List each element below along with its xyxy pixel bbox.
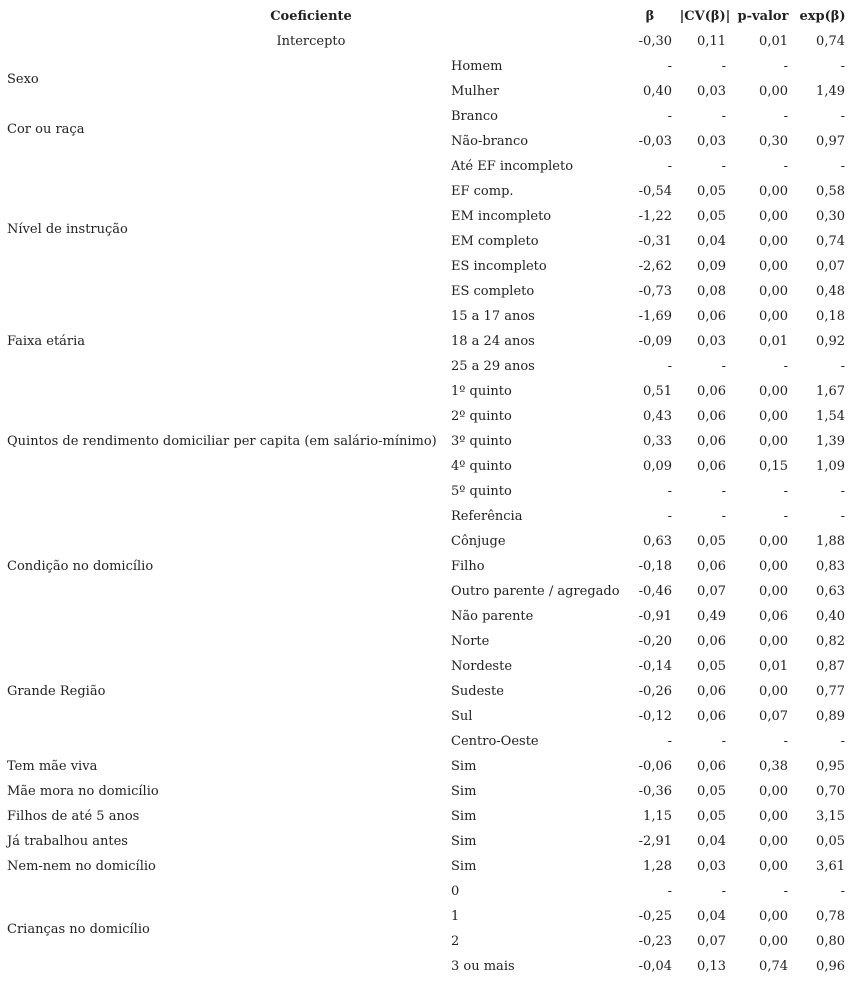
header-coefficient: Coeficiente (270, 9, 352, 24)
cv-cell: 0,06 (697, 759, 726, 774)
exp-beta-cell: 1,09 (816, 459, 845, 474)
cv-cell: - (721, 509, 726, 524)
pvalue-cell: 0,00 (759, 859, 788, 874)
pvalue-cell: 0,00 (759, 409, 788, 424)
pvalue-cell: 0,00 (759, 784, 788, 799)
intercept-label: Intercepto (276, 34, 346, 49)
level-label: 25 a 29 anos (451, 359, 535, 374)
beta-cell: -0,09 (638, 334, 672, 349)
level-label: 2 (451, 934, 460, 949)
level-label: Centro-Oeste (451, 734, 539, 749)
level-label: Outro parente / agregado (451, 584, 620, 599)
level-label: 1 (451, 909, 460, 924)
table-row (0, 379, 851, 404)
exp-beta-cell: 0,05 (816, 834, 845, 849)
header-exp-beta: exp(β) (799, 9, 846, 24)
cv-cell: 0,08 (697, 284, 726, 299)
exp-beta-cell: 0,18 (816, 309, 845, 324)
cv-cell: 0,04 (697, 909, 726, 924)
cv-cell: 0,04 (697, 234, 726, 249)
cv-cell: 0,06 (697, 709, 726, 724)
beta-cell: - (667, 159, 672, 174)
level-label: Filho (451, 559, 485, 574)
cv-cell: - (721, 159, 726, 174)
beta-cell: -0,12 (638, 709, 672, 724)
level-label: 4º quinto (451, 459, 512, 474)
level-label: Sim (451, 784, 477, 799)
cv-cell: 0,06 (697, 684, 726, 699)
pvalue-cell: 0,15 (759, 459, 788, 474)
cv-cell: 0,49 (697, 609, 726, 624)
pvalue-cell: 0,00 (759, 184, 788, 199)
beta-cell: -0,30 (638, 34, 672, 49)
exp-beta-cell: 0,82 (816, 634, 845, 649)
cv-cell: 0,07 (697, 934, 726, 949)
exp-beta-cell: 0,58 (816, 184, 845, 199)
level-label: ES completo (451, 284, 535, 299)
cv-cell: 0,13 (697, 959, 726, 974)
level-label: 5º quinto (451, 484, 512, 499)
table-row (0, 304, 851, 329)
pvalue-cell: 0,00 (759, 284, 788, 299)
level-label: Branco (451, 109, 498, 124)
beta-cell: -2,62 (638, 259, 672, 274)
exp-beta-cell: 3,15 (816, 809, 845, 824)
exp-beta-cell: 0,07 (816, 259, 845, 274)
group-label: Crianças no domicílio (7, 921, 150, 937)
pvalue-cell: - (783, 109, 788, 124)
pvalue-cell: 0,00 (759, 209, 788, 224)
table-row (0, 804, 851, 829)
beta-cell: - (667, 484, 672, 499)
group-label: Nem-nem no domicílio (7, 859, 156, 874)
pvalue-cell: 0,38 (759, 759, 788, 774)
header-cv: |CV(β)| (679, 9, 731, 24)
beta-cell: -0,54 (638, 184, 672, 199)
cv-cell: 0,03 (697, 334, 726, 349)
pvalue-cell: - (783, 734, 788, 749)
beta-cell: 1,28 (643, 859, 672, 874)
beta-cell: -0,23 (638, 934, 672, 949)
beta-cell: -0,73 (638, 284, 672, 299)
level-label: 3º quinto (451, 434, 512, 449)
level-label: 0 (451, 884, 460, 899)
beta-cell: - (667, 359, 672, 374)
pvalue-cell: 0,00 (759, 634, 788, 649)
exp-beta-cell: 1,88 (816, 534, 845, 549)
beta-cell: 0,51 (643, 384, 672, 399)
exp-beta-cell: 0,74 (816, 34, 845, 49)
group-label: Condição no domicílio (7, 559, 154, 574)
cv-cell: 0,06 (697, 559, 726, 574)
exp-beta-cell: 0,97 (816, 134, 845, 149)
group-label: Nível de instrução (7, 221, 128, 237)
exp-beta-cell: 0,92 (816, 334, 845, 349)
pvalue-cell: - (783, 159, 788, 174)
beta-cell: -0,06 (638, 759, 672, 774)
beta-cell: -2,91 (638, 834, 672, 849)
beta-cell: -0,46 (638, 584, 672, 599)
beta-cell: 1,15 (643, 809, 672, 824)
level-label: 15 a 17 anos (451, 309, 535, 324)
cv-cell: 0,03 (697, 859, 726, 874)
exp-beta-cell: 0,70 (816, 784, 845, 799)
level-label: EM incompleto (451, 209, 552, 224)
cv-cell: - (721, 484, 726, 499)
table-row (0, 779, 851, 804)
exp-beta-cell: 1,54 (816, 409, 845, 424)
beta-cell: - (667, 884, 672, 899)
level-label: EM completo (451, 234, 539, 249)
pvalue-cell: 0,00 (759, 834, 788, 849)
exp-beta-cell: 0,80 (816, 934, 845, 949)
cv-cell: 0,06 (697, 309, 726, 324)
level-label: 2º quinto (451, 409, 512, 424)
cv-cell: - (721, 359, 726, 374)
level-label: Sim (451, 809, 477, 824)
beta-cell: -0,14 (638, 659, 672, 674)
table-body (0, 29, 851, 979)
cv-cell: 0,11 (697, 34, 726, 49)
group-label: Filhos de até 5 anos (7, 809, 140, 824)
group-label: Quintos de rendimento domiciliar per capita (em salário-mínimo) (7, 434, 437, 449)
cv-cell: - (721, 734, 726, 749)
beta-cell: - (667, 59, 672, 74)
pvalue-cell: 0,00 (759, 909, 788, 924)
cv-cell: 0,05 (697, 534, 726, 549)
beta-cell: -0,03 (638, 134, 672, 149)
pvalue-cell: 0,00 (759, 384, 788, 399)
exp-beta-cell: 0,63 (816, 584, 845, 599)
level-label: Sul (451, 709, 473, 724)
exp-beta-cell: - (840, 509, 845, 524)
cv-cell: 0,06 (697, 434, 726, 449)
coefficient-table (0, 4, 851, 979)
exp-beta-cell: 0,40 (816, 609, 845, 624)
group-label: Grande Região (7, 684, 106, 699)
cv-cell: 0,03 (697, 134, 726, 149)
exp-beta-cell: 3,61 (816, 859, 845, 874)
pvalue-cell: - (783, 884, 788, 899)
header-pvalue: p-valor (737, 9, 789, 24)
beta-cell: - (667, 509, 672, 524)
cv-cell: - (721, 59, 726, 74)
exp-beta-cell: - (840, 359, 845, 374)
group-label: Já trabalhou antes (7, 834, 128, 849)
pvalue-cell: 0,00 (759, 584, 788, 599)
exp-beta-cell: 0,30 (816, 209, 845, 224)
pvalue-cell: 0,00 (759, 809, 788, 824)
beta-cell: - (667, 734, 672, 749)
beta-cell: -0,31 (638, 234, 672, 249)
table-row (0, 154, 851, 179)
exp-beta-cell: 0,95 (816, 759, 845, 774)
header-beta: β (645, 9, 655, 24)
pvalue-cell: 0,00 (759, 234, 788, 249)
level-label: Norte (451, 634, 490, 649)
cv-cell: 0,06 (697, 459, 726, 474)
table-row (0, 754, 851, 779)
group-label: Sexo (7, 71, 39, 87)
beta-cell: - (667, 109, 672, 124)
level-label: Não-branco (451, 134, 529, 149)
cv-cell: 0,06 (697, 409, 726, 424)
beta-cell: -1,69 (638, 309, 672, 324)
beta-cell: 0,43 (643, 409, 672, 424)
group-label: Faixa etária (7, 334, 86, 349)
cv-cell: 0,05 (697, 209, 726, 224)
pvalue-cell: 0,07 (759, 709, 788, 724)
pvalue-cell: 0,00 (759, 934, 788, 949)
table-row (0, 504, 851, 529)
beta-cell: -0,91 (638, 609, 672, 624)
pvalue-cell: 0,01 (759, 334, 788, 349)
exp-beta-cell: 0,87 (816, 659, 845, 674)
exp-beta-cell: 0,48 (816, 284, 845, 299)
cv-cell: 0,05 (697, 659, 726, 674)
beta-cell: 0,40 (643, 84, 672, 99)
cv-cell: - (721, 884, 726, 899)
pvalue-cell: - (783, 59, 788, 74)
beta-cell: -0,04 (638, 959, 672, 974)
beta-cell: 0,63 (643, 534, 672, 549)
level-label: 3 ou mais (451, 959, 515, 974)
pvalue-cell: 0,01 (759, 34, 788, 49)
pvalue-cell: 0,00 (759, 84, 788, 99)
beta-cell: -0,20 (638, 634, 672, 649)
level-label: Sim (451, 859, 477, 874)
exp-beta-cell: - (840, 484, 845, 499)
header-row (0, 4, 851, 29)
cv-cell: 0,05 (697, 809, 726, 824)
pvalue-cell: - (783, 359, 788, 374)
exp-beta-cell: 0,89 (816, 709, 845, 724)
cv-cell: 0,07 (697, 584, 726, 599)
pvalue-cell: 0,00 (759, 559, 788, 574)
exp-beta-cell: 0,96 (816, 959, 845, 974)
pvalue-cell: 0,06 (759, 609, 788, 624)
pvalue-cell: 0,00 (759, 309, 788, 324)
exp-beta-cell: - (840, 59, 845, 74)
pvalue-cell: 0,00 (759, 684, 788, 699)
level-label: Referência (451, 509, 523, 524)
beta-cell: -0,25 (638, 909, 672, 924)
level-label: 1º quinto (451, 384, 512, 399)
table-row (0, 829, 851, 854)
level-label: Cônjuge (451, 534, 506, 549)
group-label: Mãe mora no domicílio (7, 784, 159, 799)
level-label: Homem (451, 59, 503, 74)
level-label: Sudeste (451, 684, 504, 699)
level-label: 18 a 24 anos (451, 334, 535, 349)
exp-beta-cell: - (840, 109, 845, 124)
cv-cell: - (721, 109, 726, 124)
exp-beta-cell: 0,83 (816, 559, 845, 574)
beta-cell: -0,18 (638, 559, 672, 574)
beta-cell: -1,22 (638, 209, 672, 224)
beta-cell: 0,33 (643, 434, 672, 449)
table-row (0, 629, 851, 654)
level-label: Mulher (451, 84, 500, 99)
level-label: Até EF incompleto (451, 159, 574, 174)
group-label: Cor ou raça (7, 121, 85, 137)
exp-beta-cell: 0,77 (816, 684, 845, 699)
exp-beta-cell: 1,67 (816, 384, 845, 399)
exp-beta-cell: 0,74 (816, 234, 845, 249)
beta-cell: -0,36 (638, 784, 672, 799)
level-label: Sim (451, 834, 477, 849)
exp-beta-cell: - (840, 159, 845, 174)
pvalue-cell: 0,01 (759, 659, 788, 674)
pvalue-cell: - (783, 484, 788, 499)
cv-cell: 0,09 (697, 259, 726, 274)
table-row (0, 879, 851, 904)
group-label: Tem mãe viva (7, 759, 98, 774)
level-label: ES incompleto (451, 259, 547, 274)
table-row (0, 854, 851, 879)
exp-beta-cell: - (840, 884, 845, 899)
table-row (0, 54, 851, 79)
level-label: Sim (451, 759, 477, 774)
exp-beta-cell: 1,49 (816, 84, 845, 99)
exp-beta-cell: 0,78 (816, 909, 845, 924)
intercept-row (0, 29, 851, 54)
exp-beta-cell: 1,39 (816, 434, 845, 449)
exp-beta-cell: - (840, 734, 845, 749)
pvalue-cell: 0,30 (759, 134, 788, 149)
pvalue-cell: 0,00 (759, 434, 788, 449)
level-label: Nordeste (451, 659, 513, 674)
pvalue-cell: 0,00 (759, 534, 788, 549)
pvalue-cell: 0,74 (759, 959, 788, 974)
pvalue-cell: 0,00 (759, 259, 788, 274)
cv-cell: 0,06 (697, 384, 726, 399)
cv-cell: 0,04 (697, 834, 726, 849)
cv-cell: 0,03 (697, 84, 726, 99)
pvalue-cell: - (783, 509, 788, 524)
beta-cell: -0,26 (638, 684, 672, 699)
cv-cell: 0,05 (697, 784, 726, 799)
level-label: EF comp. (451, 184, 514, 199)
table-row (0, 104, 851, 129)
beta-cell: 0,09 (643, 459, 672, 474)
cv-cell: 0,06 (697, 634, 726, 649)
cv-cell: 0,05 (697, 184, 726, 199)
level-label: Não parente (451, 609, 534, 624)
